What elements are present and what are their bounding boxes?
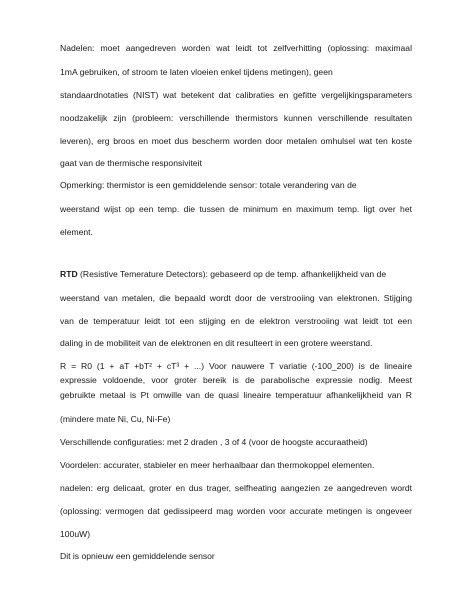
text-line: leveren), erg broos en moet dus bescherm worden door metalen omhulsel wat ten koste	[60, 136, 412, 146]
text-line: Opmerking: thermistor is een gemiddelende sensor: totale verandering van de	[60, 180, 357, 190]
text-line: weerstand wijst op een temp. die tussen de minimum en maximum temp. ligt over het	[60, 204, 412, 214]
text-line: element.	[60, 227, 93, 237]
text-line: van de temperatuur leidt tot een stijging en de elektron verstrooiing wat leidt tot een	[60, 316, 412, 326]
text-line: (mindere mate Ni, Cu, Ni-Fe)	[60, 414, 171, 424]
text-line: Verschillende configuraties: met 2 draden , 3 of 4 (voor de hoogste accuraatheid)	[60, 437, 368, 447]
text-line: (Resistive Temerature Detectors): gebaseerd op de temp. afhankelijkheid van de	[77, 269, 387, 279]
text-line: noodzakelijk zijn (probleem: verschillende thermistors kunnen verschillende resultaten	[60, 113, 412, 123]
text-line: 100uW)	[60, 529, 91, 539]
text-line: 1mA gebruiken, of stroom te laten vloeien enkel tijdens metingen), geen	[60, 67, 333, 77]
text-line: standaardnotaties (NIST) wat betekent dat calibraties en gefitte vergelijkingsparameters	[60, 90, 412, 100]
text-line: gaat van de thermische responsiviteit	[60, 158, 202, 168]
text-line: Dit is opnieuw een gemiddelende sensor	[60, 551, 215, 561]
rtd-heading: RTD	[60, 269, 78, 279]
rtd-first-line	[60, 269, 412, 280]
text-line: nadelen: erg delicaat, groter en dus trager, selfheating aangezien ze aangedreven wordt	[60, 483, 412, 493]
text-line: expressie voldoende, voor groter bereik is de parabolische expressie nodig. Meest	[60, 375, 412, 385]
text-line: daling in de mobiliteit van de elektronen en dit resulteert in een grotere weerstand.	[60, 338, 373, 348]
text-line: weerstand van metalen, die bepaald wordt door de verstrooiing van elektronen. Stijging	[60, 293, 412, 303]
text-line: (oplossing: vermogen dat gedissipeerd mag worden voor accurate metingen is ongeveer	[60, 506, 412, 516]
text-line: R = R0 (1 + aT +bT² + cT³ + ...) Voor nauwere T variatie (-100_200) is de lineaire	[60, 361, 412, 371]
text-line: gebruikte metaal is Pt omwille van de quasi lineaire temperatuur afhankelijkheid van R	[60, 390, 412, 400]
text-line: Nadelen: moet aangedreven worden wat leidt tot zelfverhitting (oplossing: maximaal	[60, 43, 412, 53]
text-line: Voordelen: accurater, stabieler en meer herhaalbaar dan thermokoppel elementen.	[60, 460, 375, 470]
